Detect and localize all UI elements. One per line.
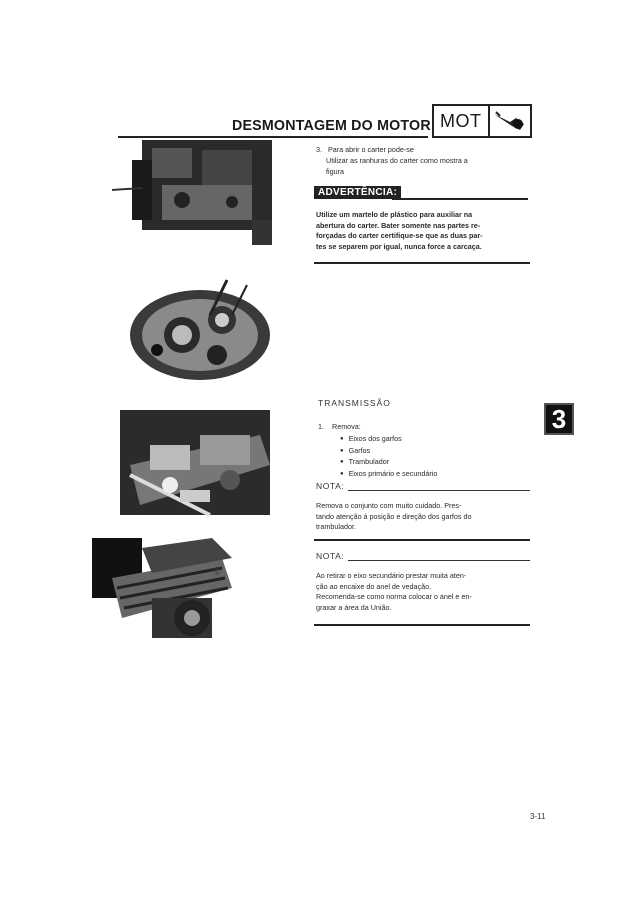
step-3-line1: Para abrir o carter pode-se — [328, 145, 414, 154]
note-2-bottom-rule — [314, 624, 530, 626]
note-2-rule — [348, 560, 530, 561]
wrench-tool-icon — [490, 108, 531, 134]
step-3-line3: figura — [326, 167, 344, 176]
remove-items-list — [340, 434, 437, 480]
page-number: 3-11 — [530, 812, 546, 821]
step-3-block — [316, 145, 414, 156]
list-item: ● Garfos — [340, 446, 437, 458]
engine-photo-3 — [110, 405, 280, 520]
chapter-tab: 3 — [544, 403, 574, 435]
engine-photo-2 — [122, 275, 282, 385]
note-1-line: trambulador. — [316, 522, 356, 532]
list-item: ● Trambulador — [340, 457, 437, 469]
note-1-text — [316, 501, 530, 533]
warning-bottom-rule — [314, 262, 530, 264]
note-1-label: NOTA: — [316, 481, 345, 491]
remove-step-label: Remova: — [332, 422, 361, 431]
list-item: ● Eixos dos garfos — [340, 434, 437, 446]
note-2-line: graxar a área da União. — [316, 602, 392, 612]
list-item: ● Eixos primário e secundário — [340, 469, 437, 481]
note-2-line: Recomenda-se como norma colocar o anel e en- — [316, 592, 472, 602]
warning-rule — [392, 198, 528, 200]
note-1-line: Remova o conjunto com muito cuidado. Pres- — [316, 501, 462, 510]
step-3-line2: Utilizar as ranhuras do carter como mostra a — [326, 156, 468, 165]
section-badge-label: MOT — [434, 106, 490, 136]
remove-step — [318, 422, 361, 433]
section-heading: TRANSMISSÃO — [318, 398, 391, 408]
note-1-rule — [348, 490, 530, 491]
header-rule — [118, 136, 428, 138]
warning-line: abertura do carter. Bater somente nas partes re- — [316, 220, 481, 230]
engine-photo-1 — [112, 140, 282, 250]
warning-label: ADVERTÊNCIA: — [314, 186, 401, 199]
photo-callout: ① — [212, 566, 222, 578]
note-1-bottom-rule — [314, 539, 530, 541]
engine-photo-4 — [92, 538, 242, 648]
warning-line: forçadas do carter certifique-se que as duas par- — [316, 231, 483, 241]
note-2-label: NOTA: — [316, 551, 345, 561]
page-title: DESMONTAGEM DO MOTOR — [232, 117, 431, 134]
step-3-number: 3. — [316, 145, 322, 154]
warning-text — [316, 210, 530, 252]
note-2-line: ção ao encaixe do anel de vedação. — [316, 581, 432, 591]
warning-line: Utilize um martelo de plástico para auxiliar na — [316, 210, 473, 219]
remove-step-number: 1. — [318, 422, 324, 431]
section-badge — [432, 104, 532, 138]
note-2-line: Ao retirar o eixo secundário prestar muita aten- — [316, 571, 467, 580]
note-2-text — [316, 571, 530, 613]
warning-line: tes se separem por igual, nunca force a carcaça. — [316, 241, 482, 251]
note-1-line: tando atenção à posição e direção dos garfos do — [316, 511, 472, 521]
